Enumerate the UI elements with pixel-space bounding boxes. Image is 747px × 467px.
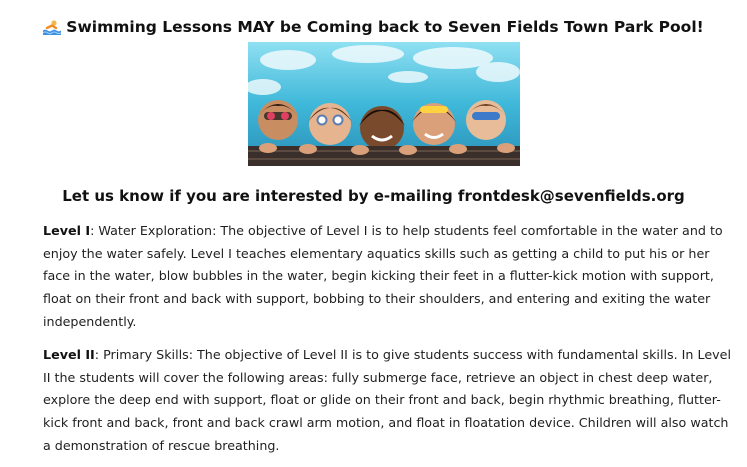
children-pool-photo [248,42,520,166]
page-heading [0,17,747,40]
level-2-label: Level II [43,347,95,362]
level-1-paragraph [43,220,733,334]
level-1-label: Level I [43,223,91,238]
level-2-paragraph [43,344,733,458]
level-2-description: : Primary Skills: The objective of Level II is to give students success with fundamental skills. In Level II the students will cover the following areas: fully submerge face, retrieve an object in chest deep water, explore the deep end with support, float or glide on their front and back, begin rhythmic breathing, flutter-kick front and back, front and back crawl arm motion, and float in floatation device. Children will also watch a demonstration of rescue breathing. [43,347,731,453]
swimmer-icon [43,19,61,40]
level-1-description: : Water Exploration: The objective of Level I is to help students feel comfortable in the water and to enjoy the water safely. Level I teaches elementary aquatics skills such as getting a child to put his or her face in the water, blow bubbles in the water, begin kicking their feet in a flutter-kick motion with support, float on their front and back with support, bobbing to their shoulders, and entering and exiting the water independently. [43,223,723,329]
contact-subheading: Let us know if you are interested by e-mailing frontdesk@sevenfields.org [62,187,685,205]
heading-text: Swimming Lessons MAY be Coming back to Seven Fields Town Park Pool! [66,18,704,36]
